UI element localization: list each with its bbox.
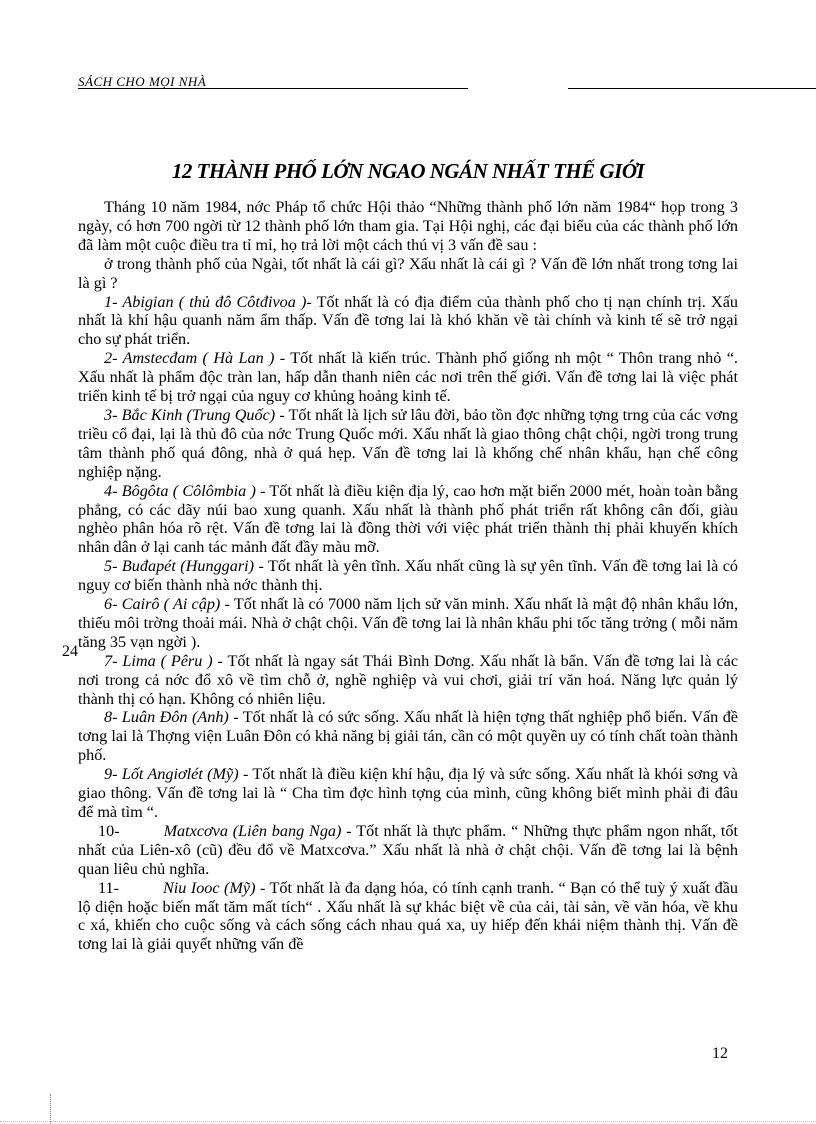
city-item: 9- Lốt Angiơlét (Mỹ) - Tốt nhất là điều kiện khí hậu, địa lý và sức sống. Xấu nhất là khói sơng và giao thông. Vấn đề tơng lai là “ Cha tìm đợc hình tợng của mình, cũng không biết mình phải đi đâu để mà tìm “. [78, 765, 738, 821]
city-item: 11- Niu Iooc (Mỹ) - Tốt nhất là đa dạng hóa, có tính cạnh tranh. “ Bạn có thể tuỳ ý xuất đầu lộ diện hoặc biến mất tăm mất tích“ . Xấu nhất là sự khác biệt về của cải, tài sản, về văn hóa, về khu c xá, khiến cho cuộc sống và cách sống cách nhau quá xa, uy hiếp đến khái niệm thành thị. Vấn đề tơng lai là giải quyết những vấn đề [78, 878, 739, 954]
city-item: 1- Abigian ( thủ đô Côtđivoa )- Tốt nhất là có địa điểm của thành phố cho tị nạn chính trị. Xấu nhất là khí hậu quanh năm ẩm thấp. Vấn đề tơng lai là khó khăn về tài chính và kinh tế sẽ trở ngại cho sự phát triển. [78, 292, 738, 349]
article-body [78, 198, 738, 954]
question-paragraph: ở trong thành phố của Ngài, tốt nhất là cái gì? Xấu nhất là cái gì ? Vấn đề lớn nhất trong tơng lai là gì ? [78, 254, 738, 292]
city-item: 7- Lima ( Pêru ) - Tốt nhất là ngay sát Thái Bình Dơng. Xấu nhất là bẩn. Vấn đề tơng lai là các nơi trong cả nớc đổ xô về tìm chỗ ở, nghề nghiệp và vui chơi, giải trí văn hoá. Năng lực quản lý thành thị có hạn. Không có nhiên liệu. [78, 651, 739, 708]
header-rule-left [78, 88, 468, 89]
city-item: 4- Bôgôta ( Côlômbia ) - Tốt nhất là điều kiện địa lý, cao hơn mặt biển 2000 mét, hoàn toàn bằng phẳng, có các dãy núi bao xung quanh. Xấu nhất là thành phố phát triển rất không cân đối, giàu nghèo phân hóa rõ rệt. Vấn đề tơng lai là đồng thời với việc phát triển thành thị phải khuyến khích nhân dân ở lại canh tác mảnh đất đầy màu mỡ. [78, 481, 738, 557]
city-item: 6- Cairô ( Ai cập) - Tốt nhất là có 7000 năm lịch sử văn minh. Xấu nhất là mật độ nhân khẩu lớn, thiếu môi trờng thoải mái. Nhà ở chật chội. Vấn đề tơng lai là nhân khẩu phi tốc tăng trởng ( mỗi năm tăng 35 vạn ngời ). [78, 595, 738, 651]
margin-number: 24 [62, 643, 78, 660]
running-header: SÁCH CHO MỌI NHÀ [78, 74, 207, 89]
header-rule-right [568, 88, 816, 89]
intro-paragraph: Tháng 10 năm 1984, nớc Pháp tổ chức Hội thảo “Những thành phố lớn năm 1984“ họp trong 3 ngày, có hơn 700 ngời từ 12 thành phố lớn tham gia. Tại Hội nghị, các đại biểu của các thành phố lớn đã làm một cuộc điều tra tỉ mỉ, họ trả lời một cách thú vị 3 vấn đề sau : [78, 198, 738, 254]
city-item: 8- Luân Đôn (Anh) - Tốt nhất là có sức sống. Xấu nhất là hiện tợng thất nghiệp phổ biến. Vấn đề tơng lai là Thợng viện Luân Đôn có khả năng bị giải tán, cần có một quyền uy có tính chất toàn thành phố. [78, 708, 738, 765]
city-item: 2- Amstecđam ( Hà Lan ) - Tốt nhất là kiến trúc. Thành phố giống nh một “ Thôn trang nhỏ “. Xấu nhất là phẩm độc tràn lan, hấp dẫn thanh niên các nơi trên thế giới. Vấn đề tơng lai là việc phát triển kinh tế bị trở ngại của nguy cơ khủng hoảng kinh tế. [78, 349, 738, 406]
city-item: 5- Buđapét (Hunggari) - Tốt nhất là yên tĩnh. Xấu nhất cũng là sự yên tĩnh. Vấn đề tơng lai là có nguy cơ biến thành nhà nớc thành thị. [78, 557, 739, 595]
city-item: 10- Matxcơva (Liên bang Nga) - Tốt nhất là thực phẩm. “ Những thực phẩm ngon nhất, tốt nhất của Liên-xô (cũ) đều đổ về Matxcơva.” Xấu nhất là nhà ở chật chội. Vấn đề tơng lai là bệnh quan liêu chủ nghĩa. [78, 821, 738, 878]
page-number: 12 [712, 1045, 728, 1062]
article-title: 12 THÀNH PHỐ LỚN NGAO NGÁN NHẤT THẾ GIỚI [171, 159, 645, 183]
crop-mark [50, 1094, 51, 1124]
page-edge-dots [0, 1121, 816, 1122]
city-item: 3- Bắc Kinh (Trung Quốc) - Tốt nhất là lịch sử lâu đời, bảo tồn đợc những tợng trng của các vơng triều cổ đại, lại là thủ đô của nớc Trung Quốc mới. Xấu nhất là giao thông chật chội, ngời trong trung tâm thành phố quá đông, nhà ở quá hẹp. Vấn đề tơng lai là khống chế nhân khẩu, hạn chế công nghiệp nặng. [78, 405, 738, 481]
